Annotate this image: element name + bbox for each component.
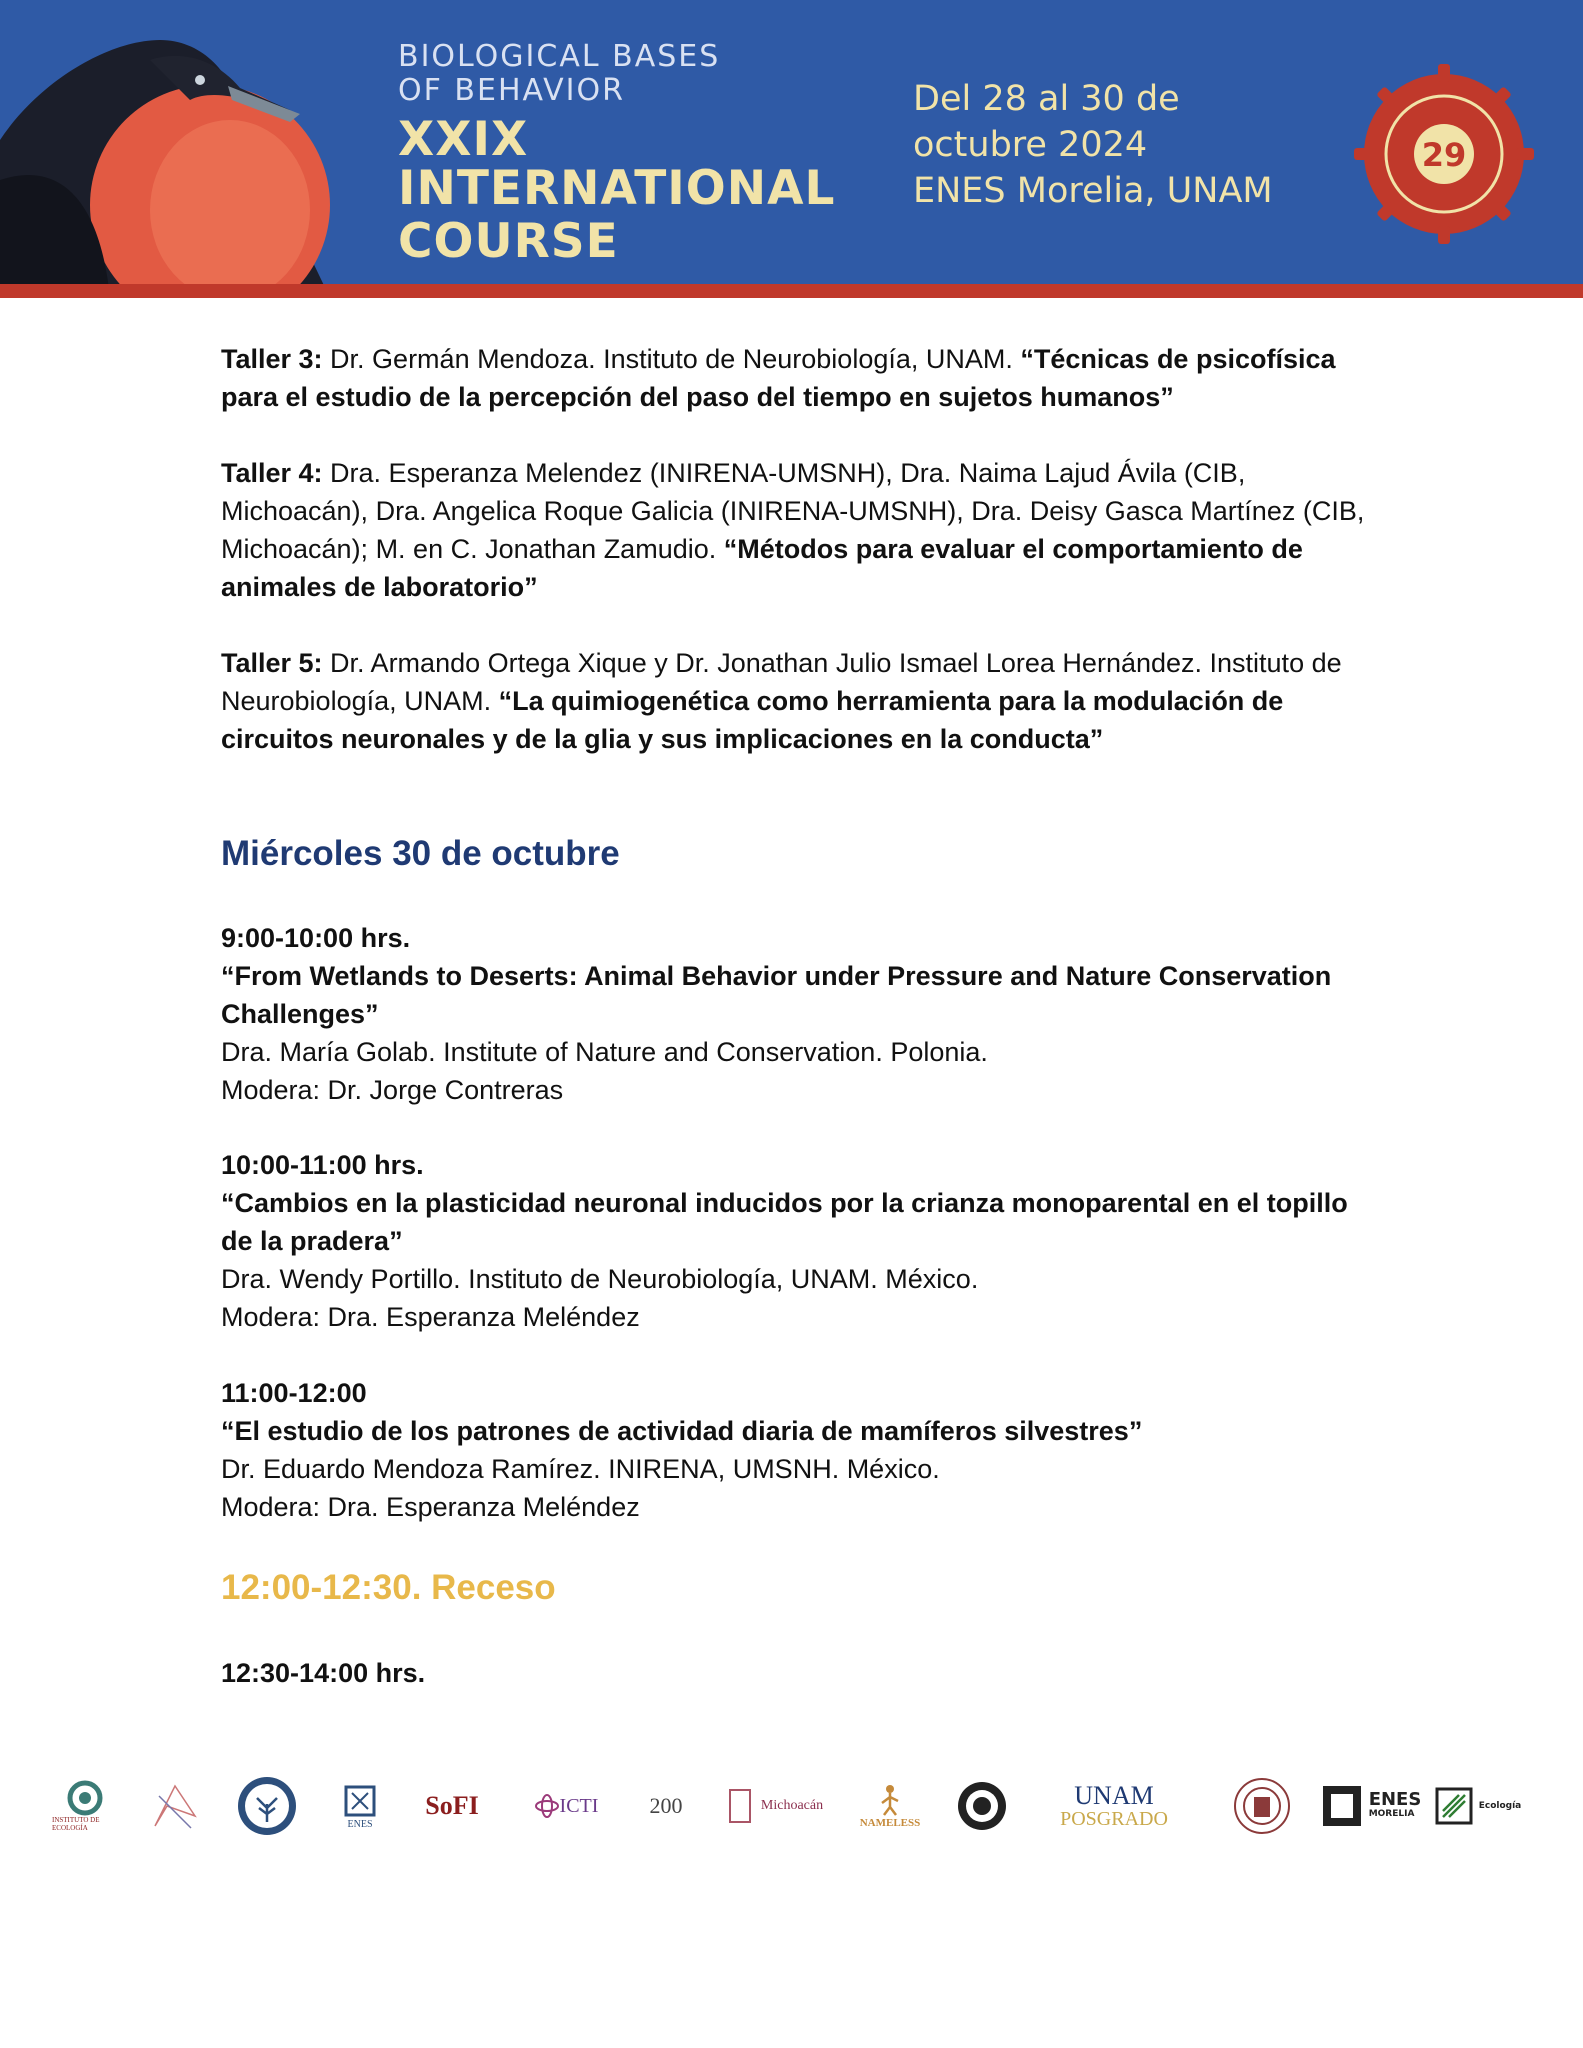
session-moderator: Modera: Dra. Esperanza Meléndez	[221, 1492, 640, 1522]
workshop-label: Taller 5:	[221, 648, 323, 678]
header-banner	[0, 0, 1583, 298]
workshop-3	[221, 340, 1381, 416]
banner-date-line1: Del 28 al 30 de	[913, 79, 1180, 119]
university-crest-logo	[1232, 1758, 1292, 1854]
banner-stripe	[0, 284, 1583, 298]
session-1	[221, 919, 1381, 1109]
session-moderator: Modera: Dra. Esperanza Meléndez	[221, 1302, 640, 1332]
banner-venue: ENES Morelia, UNAM	[913, 171, 1273, 211]
session-2	[221, 1146, 1381, 1336]
session-title: “Cambios en la plasticidad neuronal inducidos por la crianza monoparental en el topillo de la pradera”	[221, 1188, 1348, 1256]
icti-logo: ICTI	[530, 1758, 602, 1854]
session-time: 9:00-10:00 hrs.	[221, 923, 411, 953]
instituto-ecologia-logo: INSTITUTO DE ECOLOGÍA	[52, 1758, 118, 1854]
break-heading: 12:00-12:30. Receso	[221, 1568, 556, 1607]
frigatebird-illustration	[0, 0, 360, 298]
session-time: 11:00-12:00	[221, 1378, 367, 1408]
ecologia-logo: Ecología	[1424, 1758, 1532, 1854]
workshop-label: Taller 4:	[221, 458, 323, 488]
session-title: “El estudio de los patrones de actividad diaria de mamíferos silvestres”	[221, 1416, 1143, 1446]
tree-seal-logo	[232, 1758, 302, 1854]
workshop-authors: Dr. Armando Ortega Xique y Dr. Jonathan Julio Ismael Lorea Hernández. Instituto de Neurobiología, UNAM.	[221, 648, 1342, 716]
workshop-5	[221, 644, 1381, 758]
next-session-time: 12:30-14:00 hrs.	[221, 1658, 426, 1688]
enes-morelia-logo: ENES MORELIA	[1306, 1758, 1436, 1854]
workshop-authors: Dr. Germán Mendoza. Instituto de Neurobiología, UNAM.	[322, 344, 1021, 374]
session-speaker: Dra. María Golab. Institute of Nature and Conservation. Polonia.	[221, 1037, 988, 1067]
workshop-label: Taller 3:	[221, 344, 323, 374]
nameless-logo: NAMELESS	[856, 1758, 924, 1854]
session-moderator: Modera: Dr. Jorge Contreras	[221, 1075, 564, 1105]
session-speaker: Dr. Eduardo Mendoza Ramírez. INIRENA, UMSNH. México.	[221, 1454, 940, 1484]
day-heading: Miércoles 30 de octubre	[221, 834, 620, 873]
enes-juriquilla-logo: ENES	[337, 1758, 383, 1854]
michoacan-200-logo: 200	[649, 1793, 683, 1818]
banner-title-line1: XXIX	[398, 112, 529, 167]
course-seal-logo	[1354, 64, 1534, 244]
university-seal-logo	[954, 1758, 1010, 1854]
banner-date-line2: octubre 2024	[913, 125, 1148, 165]
workshop-title: “La quimiogenética como herramienta para la modulación de circuitos neuronales y de la glia y sus implicaciones en la conducta”	[221, 686, 1284, 754]
sponsor-logos	[52, 1758, 1532, 1854]
workshop-authors: Dra. Esperanza Melendez (INIRENA-UMSNH), Dra. Naima Lajud Ávila (CIB, Michoacán), Dra. Angelica Roque Galicia (INIRENA-UMSNH), Dra. Deisy Gasca Martínez (CIB, Michoacán); M. en C. Jonathan Zamudio.	[221, 458, 1365, 564]
banner-subtitle-line1: BIOLOGICAL BASES	[398, 39, 721, 74]
workshop-title: “Técnicas de psicofísica para el estudio de la percepción del paso del tiempo en sujetos humanos”	[221, 344, 1336, 412]
workshop-4	[221, 454, 1381, 606]
banner-title-line2: INTERNATIONAL	[398, 161, 836, 216]
session-3	[221, 1374, 1381, 1526]
session-speaker: Dra. Wendy Portillo. Instituto de Neurobiología, UNAM. México.	[221, 1264, 979, 1294]
svg-text:29: 29	[1421, 136, 1467, 174]
gobierno-michoacan-logo: Michoacán	[712, 1758, 838, 1854]
banner-title-line3: COURSE	[398, 214, 619, 269]
session-title: “From Wetlands to Deserts: Animal Behavior under Pressure and Nature Conservation Challenges”	[221, 961, 1332, 1029]
banner-subtitle-line2: OF BEHAVIOR	[398, 73, 625, 108]
sofi-logo: SoFI	[425, 1791, 479, 1820]
network-logo	[144, 1758, 206, 1854]
posgrado-unam-logo: UNAM POSGRADO	[1060, 1781, 1168, 1830]
workshop-title: “Métodos para evaluar el comportamiento de animales de laboratorio”	[221, 534, 1303, 602]
session-time: 10:00-11:00 hrs.	[221, 1150, 424, 1180]
